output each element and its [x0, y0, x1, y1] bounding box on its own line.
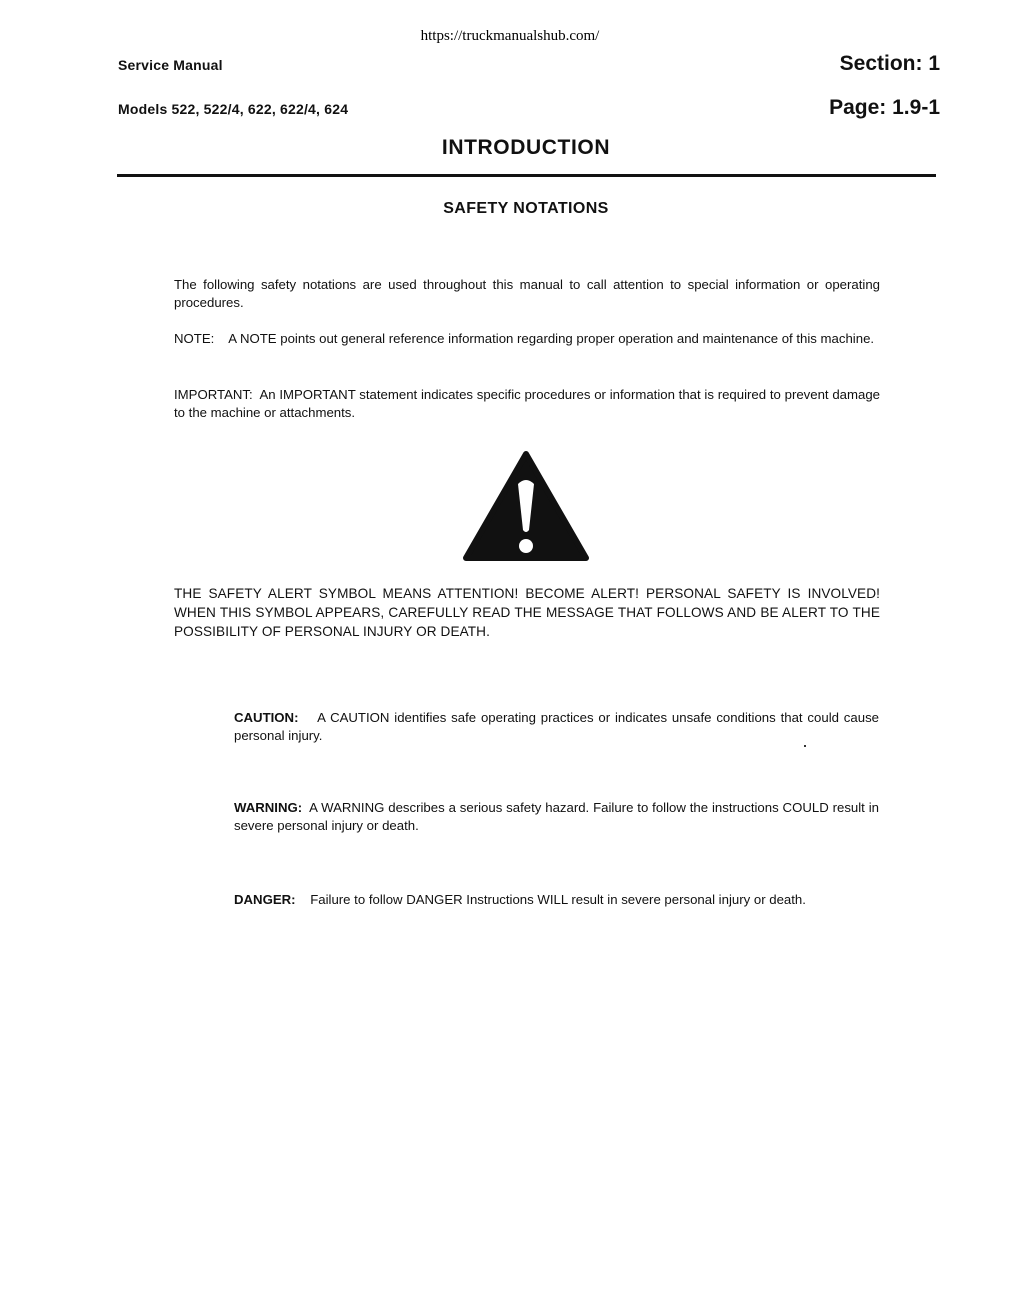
important-text: An IMPORTANT statement indicates specific procedures or information that is required to prevent damage to the machine or attachments. [174, 387, 881, 420]
intro-paragraph: The following safety notations are used throughout this manual to call attention to special information or operating procedures. [174, 277, 880, 310]
section-subtitle: SAFETY NOTATIONS [443, 200, 609, 217]
section-number: Section: 1 [839, 52, 940, 75]
source-url: https://truckmanualshub.com/ [420, 28, 600, 44]
note-text: A NOTE points out general reference information regarding proper operation and maintenance of this machine. [228, 331, 875, 346]
note-label: NOTE: [174, 331, 215, 346]
caution-paragraph [234, 709, 879, 745]
page-title: INTRODUCTION [441, 136, 611, 159]
page-number: Page: 1.9-1 [829, 96, 940, 119]
warning-paragraph [234, 799, 879, 835]
caution-text: A CAUTION identifies safe operating practices or indicates unsafe conditions that could cause personal injury. [234, 710, 879, 743]
danger-text: Failure to follow DANGER Instructions WILL result in severe personal injury or death. [310, 892, 806, 907]
warning-label: WARNING: [234, 800, 303, 815]
important-paragraph [174, 386, 880, 422]
warning-triangle-icon [462, 450, 590, 562]
stray-mark [804, 745, 806, 747]
warning-text: A WARNING describes a serious safety hazard. Failure to follow the instructions COULD result in severe personal injury or death. [234, 800, 879, 833]
models-label: Models 522, 522/4, 622, 622/4, 624 [118, 101, 349, 117]
note-paragraph [174, 330, 880, 348]
danger-label: DANGER: [234, 892, 296, 907]
header-divider [117, 174, 936, 177]
caution-label: CAUTION: [234, 710, 299, 725]
important-label: IMPORTANT: [174, 387, 253, 402]
danger-paragraph [234, 891, 879, 909]
safety-alert-statement: THE SAFETY ALERT SYMBOL MEANS ATTENTION! BECOME ALERT! PERSONAL SAFETY IS INVOLVED! WHEN THIS SYMBOL APPEARS, CAREFULLY READ THE MESSAGE THAT FOLLOWS AND BE ALERT TO THE POSSIBILITY OF PERSONAL INJURY OR DEATH. [174, 586, 880, 639]
manual-label: Service Manual [118, 57, 223, 73]
